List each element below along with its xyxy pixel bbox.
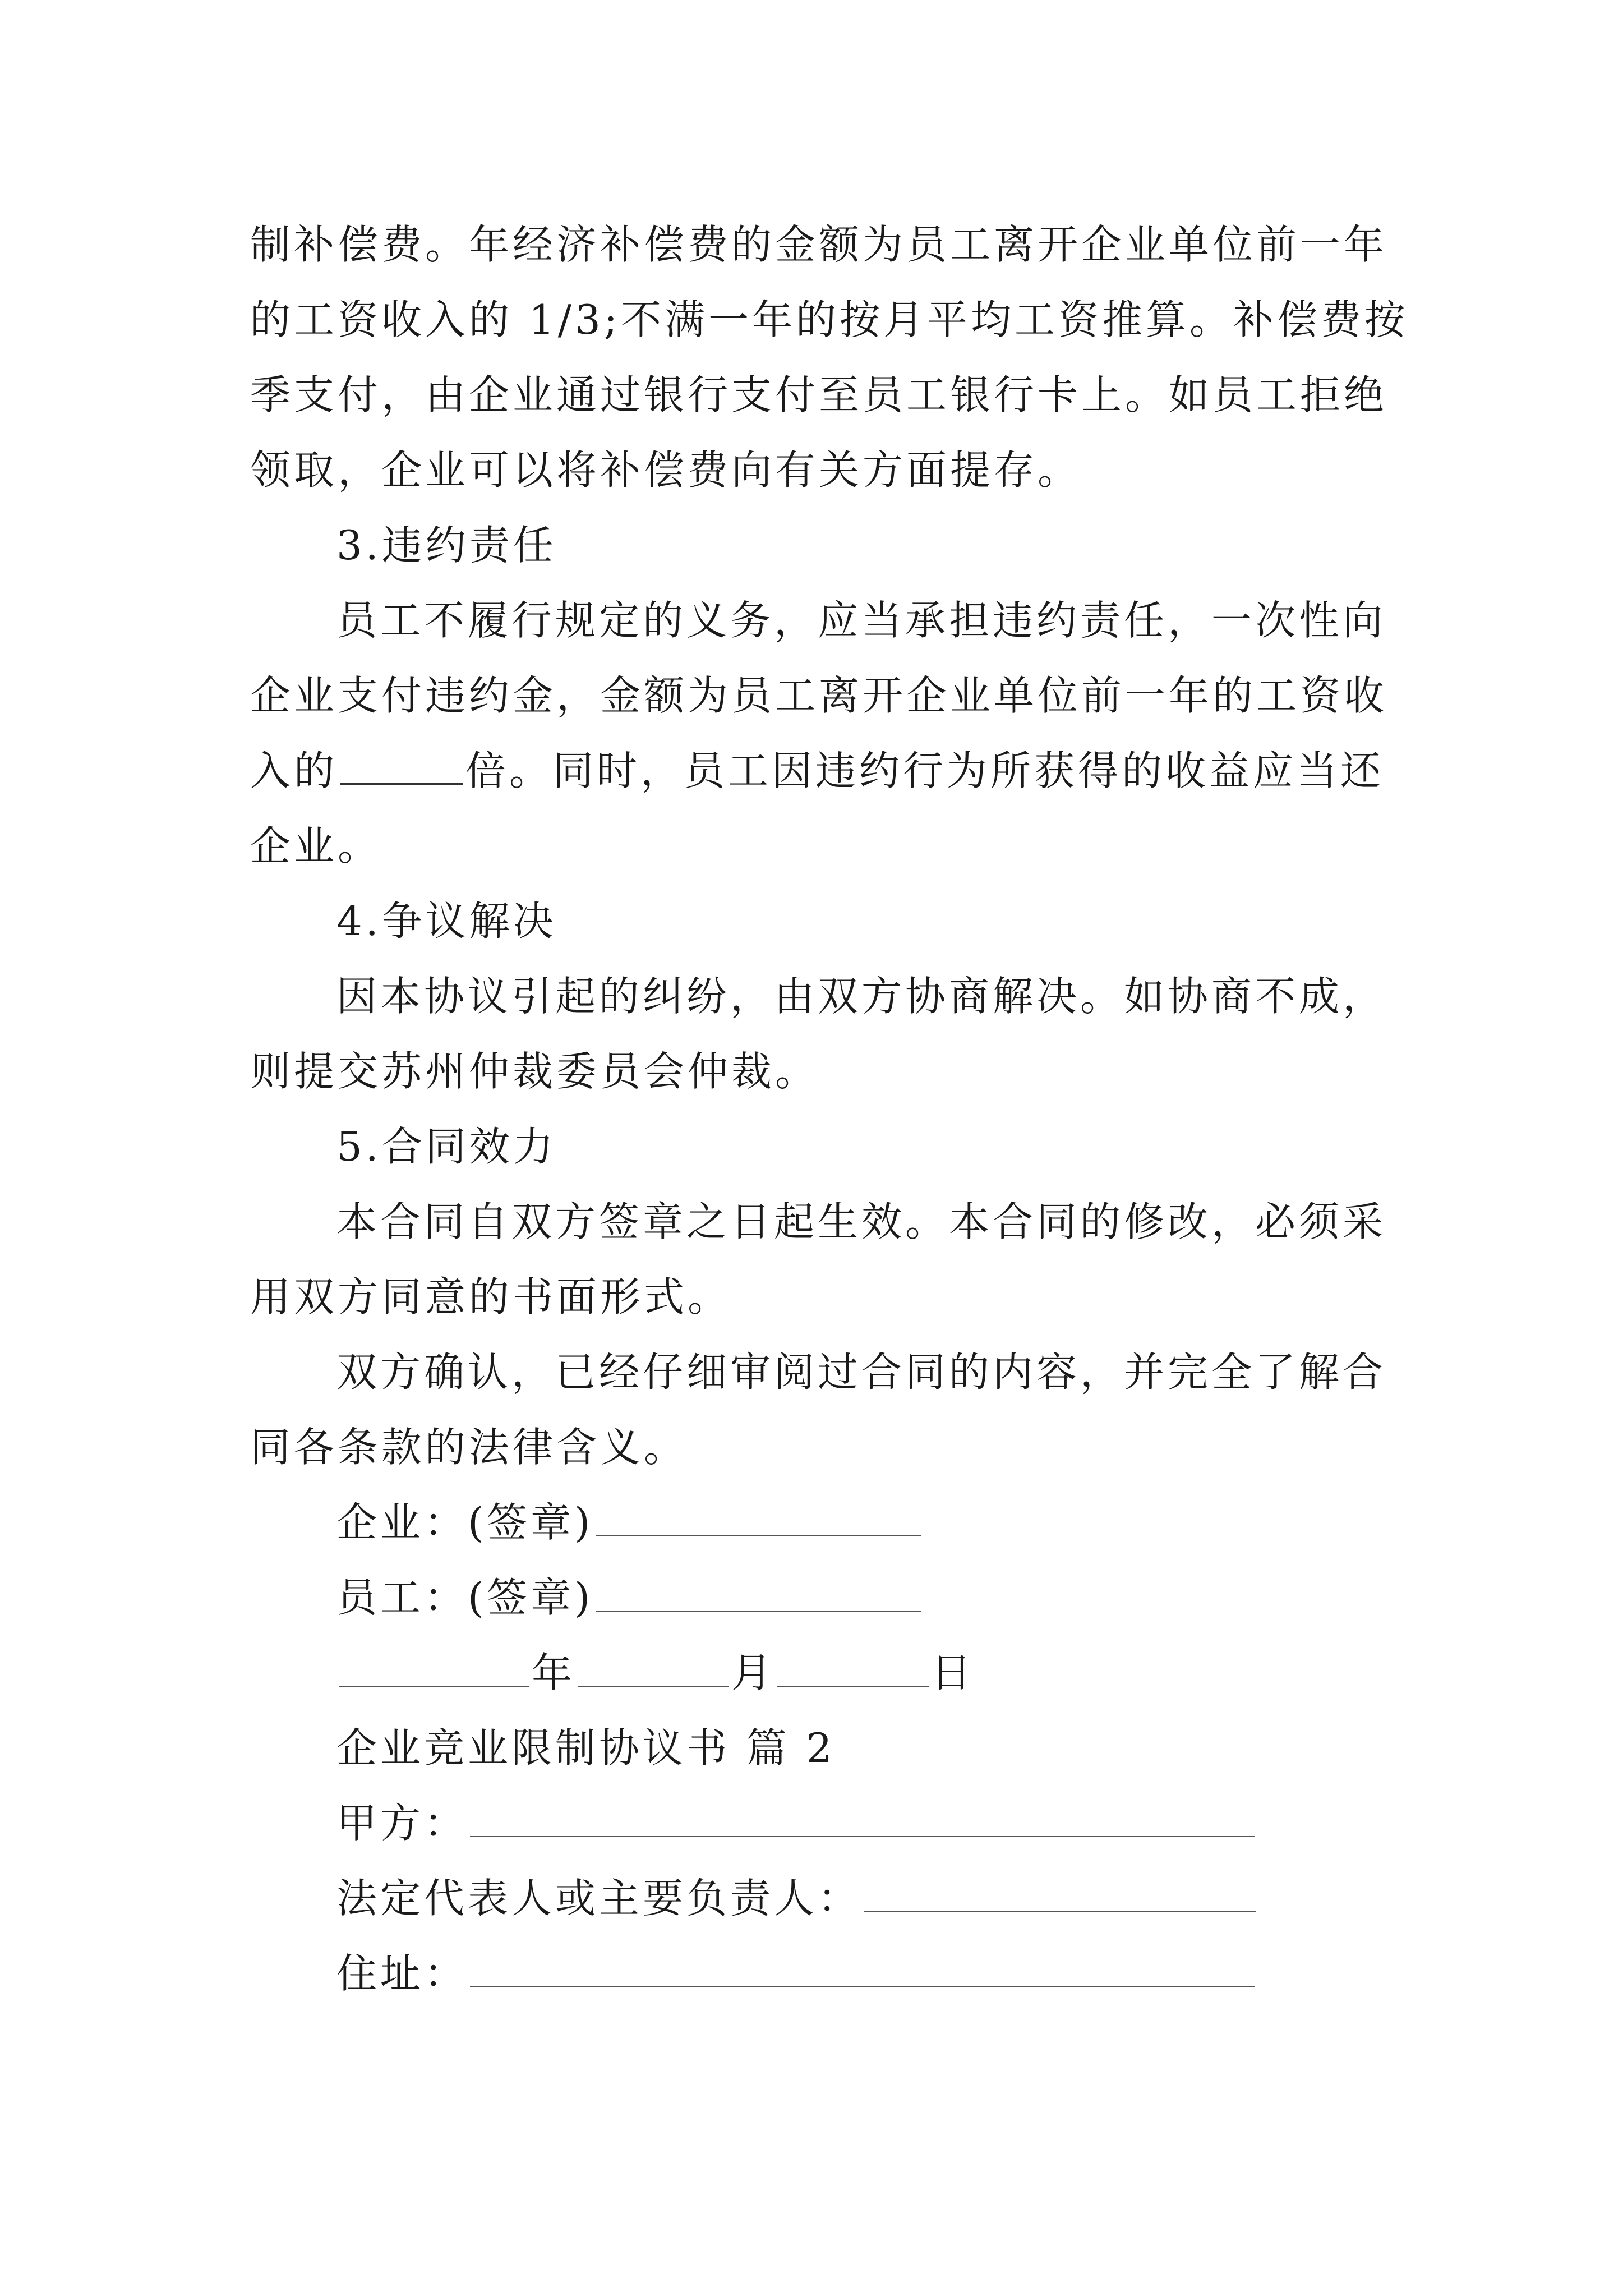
section-3-heading: 3.违约责任: [336, 522, 557, 569]
company-signature-label: 企业：(签章): [336, 1499, 594, 1546]
section-5-line-1: 本合同自双方签章之日起生效。本合同的修改，必须采: [336, 1198, 1387, 1245]
party-a-line: [336, 1800, 1257, 1847]
company-signature-line: [336, 1499, 923, 1546]
party-a-blank: [470, 1803, 1255, 1837]
day-label: 日: [931, 1649, 975, 1696]
section-3-line-3-post: 倍。同时，员工因违约行为所获得的收益应当还: [465, 747, 1385, 794]
year-label: 年: [532, 1649, 576, 1696]
text-line-2: 的工资收入的 1/3;不满一年的按月平均工资推算。补偿费按: [250, 296, 1409, 343]
text-line-4: 领取，企业可以将补偿费向有关方面提存。: [250, 447, 1082, 494]
penalty-multiplier-blank: [340, 751, 463, 785]
address-blank: [470, 1954, 1255, 1987]
legal-rep-line: [336, 1875, 1258, 1922]
section-4-line-1: 因本协议引起的纠纷，由双方协商解决。如协商不成，: [336, 973, 1387, 1020]
day-blank: [777, 1653, 929, 1687]
section-5-heading: 5.合同效力: [336, 1123, 557, 1170]
section-3-line-3-pre: 入的: [250, 747, 338, 794]
section-4-heading: 4.争议解决: [336, 898, 557, 945]
section-4-line-2: 则提交苏州仲裁委员会仲裁。: [250, 1048, 819, 1095]
employee-signature-blank: [596, 1578, 921, 1612]
year-blank: [339, 1653, 529, 1687]
section-3-line-3: [250, 747, 1385, 794]
section-3-line-2: 企业支付违约金，金额为员工离开企业单位前一年的工资收: [250, 672, 1388, 719]
month-blank: [578, 1653, 729, 1687]
employee-signature-label: 员工：(签章): [336, 1574, 594, 1621]
part-2-title: 企业竞业限制协议书 篇 2: [336, 1724, 836, 1772]
date-line: [336, 1649, 975, 1696]
month-label: 月: [731, 1649, 776, 1696]
confirm-line-2: 同各条款的法律含义。: [250, 1424, 688, 1471]
confirm-line-1: 双方确认，已经仔细审阅过合同的内容，并完全了解合: [336, 1349, 1387, 1396]
section-3-line-1: 员工不履行规定的义务，应当承担违约责任，一次性向: [336, 597, 1387, 644]
text-line-1: 制补偿费。年经济补偿费的金额为员工离开企业单位前一年: [250, 221, 1388, 268]
address-line: [336, 1950, 1257, 1997]
text-line-3: 季支付，由企业通过银行支付至员工银行卡上。如员工拒绝: [250, 371, 1388, 418]
address-label: 住址：: [336, 1950, 468, 1997]
legal-rep-blank: [864, 1879, 1256, 1912]
section-3-line-4: 企业。: [250, 822, 382, 869]
employee-signature-line: [336, 1574, 923, 1621]
party-a-label: 甲方：: [336, 1800, 468, 1847]
company-signature-blank: [596, 1503, 921, 1536]
section-5-line-2: 用双方同意的书面形式。: [250, 1273, 732, 1320]
legal-rep-label: 法定代表人或主要负责人：: [336, 1875, 862, 1922]
